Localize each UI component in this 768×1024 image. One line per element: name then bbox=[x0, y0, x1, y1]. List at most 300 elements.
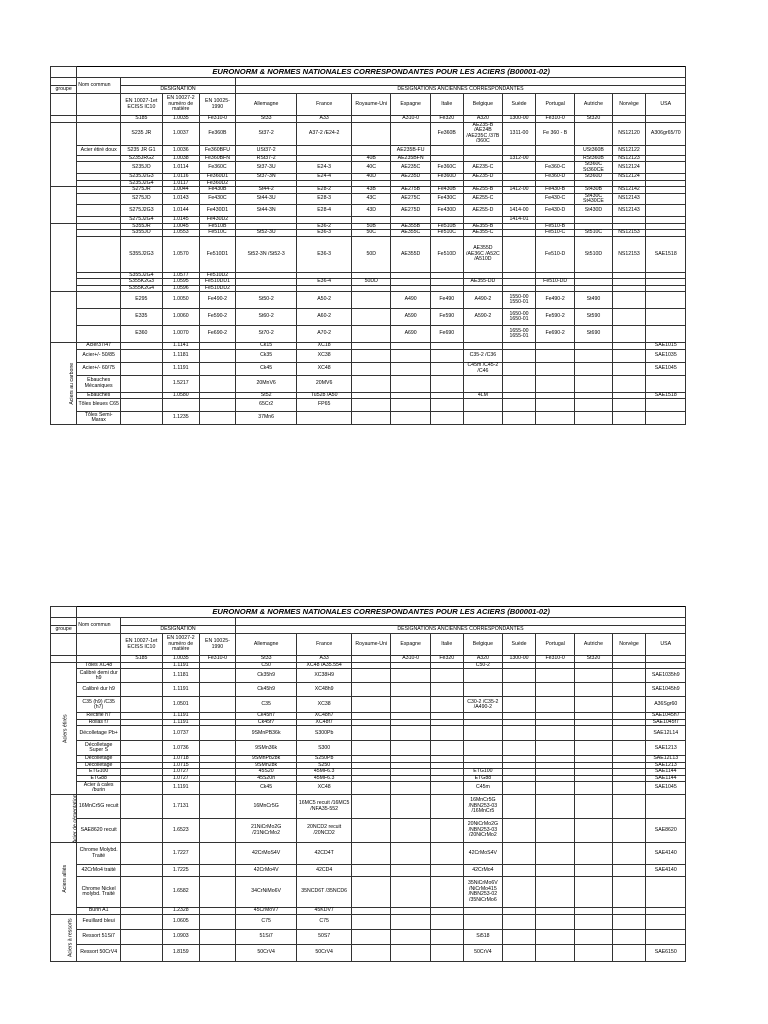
header-country: Espagne bbox=[391, 94, 430, 116]
nom-commun-cell: Tôles Semi-Marax bbox=[77, 412, 121, 425]
data-cell: A690 bbox=[391, 326, 430, 343]
data-cell bbox=[575, 865, 612, 877]
data-cell bbox=[430, 865, 463, 877]
data-cell: St37-2 bbox=[235, 123, 296, 146]
data-cell bbox=[503, 362, 536, 375]
data-cell: SAE1518 bbox=[646, 392, 686, 398]
header-nom-commun: Nom commun bbox=[77, 618, 121, 634]
data-cell: 1.0145 bbox=[162, 217, 199, 223]
data-cell bbox=[535, 412, 574, 425]
data-cell: Fe360D bbox=[430, 174, 463, 180]
data-cell: Fe430-C bbox=[535, 193, 574, 205]
data-cell: 45MF6.3 bbox=[297, 769, 352, 775]
data-cell: XC48h7 bbox=[297, 713, 352, 719]
data-cell: XC48 bbox=[297, 782, 352, 795]
data-cell bbox=[503, 193, 536, 205]
data-cell: St430C St430CE bbox=[575, 193, 612, 205]
data-cell: NS12153 bbox=[612, 236, 646, 272]
header-country: Allemagne bbox=[235, 94, 296, 116]
data-cell bbox=[612, 865, 646, 877]
data-cell: 4LM bbox=[463, 392, 502, 398]
data-cell: NS12123 bbox=[612, 155, 646, 161]
data-cell: 1.7131 bbox=[162, 795, 199, 819]
data-cell bbox=[463, 399, 502, 412]
data-cell: 40B bbox=[352, 155, 391, 161]
data-cell bbox=[535, 399, 574, 412]
data-cell: AE355-DD bbox=[463, 279, 502, 285]
data-cell: XC38 bbox=[297, 697, 352, 713]
data-cell bbox=[612, 669, 646, 683]
data-cell: SAE12L14 bbox=[646, 726, 686, 741]
data-cell: S275J2G3 bbox=[121, 205, 163, 217]
header-groupe: groupe bbox=[51, 626, 77, 634]
data-cell bbox=[121, 362, 163, 375]
nom-commun-cell: ETG88 bbox=[77, 775, 121, 781]
reference-cell: Fe310-0 bbox=[199, 116, 235, 123]
data-cell: 1.0037 bbox=[162, 123, 199, 146]
data-cell: AE355-B bbox=[463, 223, 502, 229]
data-cell bbox=[199, 697, 235, 713]
table-title: EURONORM & NORMES NATIONALES CORRESPONDANTES POUR LES ACIERS (B00001-02) bbox=[77, 67, 686, 78]
data-cell: 45CrMoV7 bbox=[235, 908, 296, 914]
data-cell: Fe510B bbox=[199, 223, 235, 229]
data-cell: SAE1045h9 bbox=[646, 683, 686, 697]
data-cell: Fe360-D bbox=[535, 174, 574, 180]
table-row bbox=[51, 145, 686, 155]
data-cell bbox=[575, 697, 612, 713]
data-cell: 1.0038 bbox=[162, 155, 199, 161]
data-cell bbox=[575, 683, 612, 697]
data-cell: Fe510D2 bbox=[199, 272, 235, 278]
data-cell bbox=[612, 326, 646, 343]
nom-commun-cell bbox=[77, 326, 121, 343]
table-row bbox=[51, 123, 686, 146]
data-cell: RSt360B bbox=[575, 155, 612, 161]
data-cell bbox=[612, 843, 646, 865]
table-row bbox=[51, 230, 686, 236]
data-cell: A36Sgr60 bbox=[646, 697, 686, 713]
data-cell: S275JO bbox=[121, 193, 163, 205]
data-cell: Fe430C bbox=[430, 193, 463, 205]
data-cell: C75 bbox=[235, 914, 296, 929]
data-cell bbox=[121, 741, 163, 756]
data-cell: Ck45h9 bbox=[235, 683, 296, 697]
data-cell bbox=[612, 795, 646, 819]
data-cell: 50S7 bbox=[297, 929, 352, 944]
data-cell: C35-2 /C36 bbox=[463, 349, 502, 362]
data-cell: Ck45 bbox=[235, 362, 296, 375]
nom-commun-cell bbox=[77, 292, 121, 309]
data-cell bbox=[503, 236, 536, 272]
data-cell bbox=[503, 843, 536, 865]
data-cell bbox=[430, 795, 463, 819]
data-cell bbox=[430, 145, 463, 155]
data-cell: SAE1144 bbox=[646, 769, 686, 775]
data-cell bbox=[646, 412, 686, 425]
reference-cell bbox=[612, 116, 646, 123]
data-cell: S235 JR bbox=[121, 123, 163, 146]
data-cell: Fe360BFN bbox=[199, 155, 235, 161]
data-cell bbox=[199, 683, 235, 697]
nom-commun-cell: Burin A1 bbox=[77, 908, 121, 914]
nom-commun-cell: Décolletage Super S bbox=[77, 741, 121, 756]
data-cell: 1.0501 bbox=[162, 697, 199, 713]
title-row bbox=[51, 67, 686, 78]
data-cell: C45m bbox=[463, 782, 502, 795]
data-cell: S275J2G4 bbox=[121, 217, 163, 223]
data-cell bbox=[121, 669, 163, 683]
data-cell bbox=[575, 877, 612, 908]
data-cell bbox=[612, 292, 646, 309]
data-cell: S235J2G3 bbox=[121, 174, 163, 180]
data-cell: 1.0715 bbox=[162, 762, 199, 768]
group-label: Aciers alliés bbox=[62, 864, 69, 893]
data-cell: 1.0605 bbox=[162, 914, 199, 929]
table-row bbox=[51, 944, 686, 961]
data-cell: 43B bbox=[352, 187, 391, 193]
data-cell: St44-3U bbox=[235, 193, 296, 205]
data-cell: ETG100 bbox=[463, 769, 502, 775]
header-row-1 bbox=[51, 78, 686, 86]
data-cell: Fe510-C bbox=[535, 230, 574, 236]
data-cell: 16MnCr5G bbox=[235, 795, 296, 819]
reference-cell: A33 bbox=[297, 116, 352, 123]
data-cell bbox=[612, 782, 646, 795]
data-cell bbox=[535, 683, 574, 697]
nom-commun-cell: Ressort 50CrV4 bbox=[77, 944, 121, 961]
data-cell bbox=[391, 929, 430, 944]
data-cell: AE355B bbox=[391, 223, 430, 229]
data-cell: 42CrMoS4V bbox=[463, 843, 502, 865]
data-cell: AE355C bbox=[391, 230, 430, 236]
data-cell bbox=[535, 669, 574, 683]
group-label: Aciers étirés bbox=[62, 714, 69, 743]
data-cell: Fe430C bbox=[199, 193, 235, 205]
data-cell bbox=[646, 193, 686, 205]
data-cell bbox=[575, 349, 612, 362]
data-cell: NS12122 bbox=[612, 145, 646, 155]
data-cell: SAE1213 bbox=[646, 741, 686, 756]
data-cell bbox=[391, 349, 430, 362]
data-cell: 1.0036 bbox=[162, 145, 199, 155]
nom-commun-cell bbox=[77, 193, 121, 205]
group-cell bbox=[51, 223, 77, 291]
data-cell bbox=[503, 375, 536, 392]
data-cell bbox=[352, 683, 391, 697]
data-cell bbox=[352, 292, 391, 309]
data-cell: 43C bbox=[352, 193, 391, 205]
data-cell bbox=[535, 782, 574, 795]
header-row-3 bbox=[51, 634, 686, 656]
data-cell: Fe490-2 bbox=[199, 292, 235, 309]
nom-commun-cell bbox=[77, 123, 121, 146]
header-country: Portugal bbox=[535, 94, 574, 116]
data-cell: 1.0060 bbox=[162, 309, 199, 326]
table-row bbox=[51, 843, 686, 865]
data-cell: 1.5217 bbox=[162, 375, 199, 392]
data-cell: AE235-C bbox=[463, 162, 502, 174]
data-cell bbox=[352, 309, 391, 326]
data-cell bbox=[503, 145, 536, 155]
data-cell bbox=[503, 819, 536, 843]
data-cell: C45m /C45-2 /C46 bbox=[463, 362, 502, 375]
data-cell bbox=[199, 669, 235, 683]
header-en10027-1: EN 10027-1et ECISS IC10 bbox=[121, 634, 163, 656]
data-cell: 1.0570 bbox=[162, 236, 199, 272]
data-cell: Fe360B bbox=[430, 123, 463, 146]
data-cell bbox=[121, 843, 163, 865]
data-cell: 20NiCrMo2G /NBN253-03 /20NiCrMo2 bbox=[463, 819, 502, 843]
data-cell: St60-2 bbox=[235, 309, 296, 326]
data-cell: 45S20n bbox=[235, 775, 296, 781]
data-cell: E36-2 bbox=[297, 223, 352, 229]
reference-cell: St320 bbox=[575, 656, 612, 663]
group-label: Aciers au carbone bbox=[69, 362, 76, 405]
nom-commun-cell: Acier37/47 bbox=[77, 343, 121, 349]
data-cell bbox=[199, 877, 235, 908]
table-row bbox=[51, 697, 686, 713]
data-cell bbox=[463, 741, 502, 756]
group-cell bbox=[51, 343, 77, 425]
data-cell bbox=[612, 412, 646, 425]
data-cell bbox=[199, 349, 235, 362]
steel-standards-table-2 bbox=[50, 606, 686, 962]
nom-commun-cell: Tôles bleues C65 bbox=[77, 399, 121, 412]
data-cell bbox=[391, 877, 430, 908]
data-cell: XC48 bbox=[297, 362, 352, 375]
data-cell bbox=[391, 375, 430, 392]
data-cell bbox=[575, 782, 612, 795]
data-cell bbox=[121, 375, 163, 392]
data-cell bbox=[430, 843, 463, 865]
data-cell: 1311-00 bbox=[503, 123, 536, 146]
data-cell bbox=[612, 683, 646, 697]
data-cell: 1650-00 1650-01 bbox=[503, 309, 536, 326]
data-cell bbox=[430, 362, 463, 375]
nom-commun-cell bbox=[77, 309, 121, 326]
data-cell: 1655-00 1655-01 bbox=[503, 326, 536, 343]
data-cell: S355JO bbox=[121, 230, 163, 236]
data-cell bbox=[463, 683, 502, 697]
data-cell: Ck45h7 bbox=[235, 713, 296, 719]
data-cell: St37-3N bbox=[235, 174, 296, 180]
data-cell: E36-3 bbox=[297, 236, 352, 272]
data-cell bbox=[199, 741, 235, 756]
data-cell: SAE4140 bbox=[646, 865, 686, 877]
data-cell bbox=[535, 865, 574, 877]
data-cell bbox=[430, 914, 463, 929]
data-cell bbox=[463, 375, 502, 392]
nom-commun-cell: 16MnCr5G recuit bbox=[77, 795, 121, 819]
data-cell bbox=[646, 309, 686, 326]
nom-commun-cell bbox=[77, 205, 121, 217]
data-cell: 1.7225 bbox=[162, 865, 199, 877]
data-cell: NS12143 bbox=[612, 193, 646, 205]
data-cell bbox=[463, 145, 502, 155]
reference-row bbox=[51, 656, 686, 663]
data-cell bbox=[352, 944, 391, 961]
data-cell: SAE6150 bbox=[646, 944, 686, 961]
data-cell: Fe360C bbox=[199, 162, 235, 174]
table-row bbox=[51, 865, 686, 877]
group-label: Aciers à ressorts bbox=[67, 918, 74, 957]
data-cell: 35NiCrMo6V /NiCrMo415 /NBN253-02 /35NiCrMo6 bbox=[463, 877, 502, 908]
data-cell: 1.0718 bbox=[162, 756, 199, 762]
table-row bbox=[51, 726, 686, 741]
header-designation: DESIGNATION bbox=[121, 86, 236, 94]
data-cell: S355J2G4 bbox=[121, 272, 163, 278]
data-cell bbox=[535, 697, 574, 713]
nom-commun-cell: Rectifié h7 bbox=[77, 713, 121, 719]
data-cell: 1.1191 bbox=[162, 663, 199, 669]
data-cell: Fe510-B bbox=[535, 223, 574, 229]
data-cell: Fe430D bbox=[430, 205, 463, 217]
header-country: Royaume-Uni bbox=[352, 94, 391, 116]
data-cell: 42CD4 bbox=[297, 865, 352, 877]
data-cell: St37-3U bbox=[235, 162, 296, 174]
data-cell bbox=[535, 362, 574, 375]
data-cell: AE255-C bbox=[463, 193, 502, 205]
data-cell bbox=[503, 697, 536, 713]
data-cell: S355JR bbox=[121, 223, 163, 229]
header-country: Belgique bbox=[463, 94, 502, 116]
data-cell: 42CrMo4V bbox=[235, 865, 296, 877]
header-country: Belgique bbox=[463, 634, 502, 656]
data-cell: S275JR bbox=[121, 187, 163, 193]
nom-commun-cell: Acier+/- 60/75 bbox=[77, 362, 121, 375]
data-cell: St52-3N /St52-3 bbox=[235, 236, 296, 272]
data-cell: SAE1518 bbox=[646, 236, 686, 272]
nom-commun-cell: 42CrMo4 traité bbox=[77, 865, 121, 877]
reference-cell: Fe310-0 bbox=[535, 116, 574, 123]
data-cell: A490-2 bbox=[463, 292, 502, 309]
data-cell: NS12142 bbox=[612, 187, 646, 193]
nom-commun-cell: Feuillard bleui bbox=[77, 914, 121, 929]
data-cell bbox=[121, 697, 163, 713]
header-country: France bbox=[297, 634, 352, 656]
data-cell: 50D bbox=[352, 236, 391, 272]
data-cell: Fe510DD2 bbox=[199, 285, 235, 291]
data-cell: Fe690 bbox=[430, 326, 463, 343]
table-row bbox=[51, 683, 686, 697]
data-cell: S250 bbox=[297, 762, 352, 768]
data-cell: 1312-00 bbox=[503, 155, 536, 161]
data-cell bbox=[352, 929, 391, 944]
data-cell bbox=[352, 782, 391, 795]
group-cell bbox=[51, 914, 77, 961]
header-designation: DESIGNATION bbox=[121, 626, 236, 634]
data-cell bbox=[575, 929, 612, 944]
data-cell bbox=[430, 349, 463, 362]
data-cell bbox=[612, 914, 646, 929]
data-cell: E28-4 bbox=[297, 205, 352, 217]
data-cell bbox=[430, 929, 463, 944]
data-cell: 9SMnPB36k bbox=[235, 726, 296, 741]
data-cell: 20NCD2 recuit /20NCD2 bbox=[297, 819, 352, 843]
data-cell bbox=[612, 741, 646, 756]
table-row bbox=[51, 309, 686, 326]
data-cell bbox=[503, 669, 536, 683]
nom-commun-cell: Acier+/- 50/85 bbox=[77, 349, 121, 362]
data-cell bbox=[391, 683, 430, 697]
data-cell bbox=[535, 145, 574, 155]
data-cell bbox=[503, 741, 536, 756]
data-cell: AE235D bbox=[391, 174, 430, 180]
data-cell: 42CrMo4 bbox=[463, 865, 502, 877]
data-cell: St360C St360CE bbox=[575, 162, 612, 174]
data-cell bbox=[352, 843, 391, 865]
header-country: Italie bbox=[430, 634, 463, 656]
header-en10027-2: EN 10027-2 numéro de matière bbox=[162, 94, 199, 116]
data-cell: 1.1191 bbox=[162, 713, 199, 719]
data-cell: Tu52b /A50 bbox=[297, 392, 352, 398]
table-row bbox=[51, 669, 686, 683]
header-row-2 bbox=[51, 86, 686, 94]
data-cell: 1.1235 bbox=[162, 412, 199, 425]
data-cell bbox=[612, 697, 646, 713]
data-cell: SAE1015 bbox=[646, 343, 686, 349]
data-cell: SAE1045h7 bbox=[646, 713, 686, 719]
data-cell bbox=[646, 162, 686, 174]
header-country: USA bbox=[646, 94, 686, 116]
nom-commun-cell: Acier à cales /burin bbox=[77, 782, 121, 795]
data-cell: AE235-B /AE24B /AE235C /37B /360C bbox=[463, 123, 502, 146]
data-cell bbox=[391, 399, 430, 412]
data-cell: 1.0070 bbox=[162, 326, 199, 343]
header-en10025: EN 10025-1990 bbox=[199, 634, 235, 656]
data-cell: E24-4 bbox=[297, 174, 352, 180]
data-cell bbox=[199, 362, 235, 375]
data-cell bbox=[121, 914, 163, 929]
data-cell bbox=[162, 399, 199, 412]
data-cell bbox=[391, 362, 430, 375]
data-cell bbox=[646, 914, 686, 929]
reference-cell bbox=[612, 656, 646, 663]
data-cell bbox=[199, 843, 235, 865]
data-cell bbox=[575, 412, 612, 425]
data-cell bbox=[646, 205, 686, 217]
data-cell bbox=[575, 843, 612, 865]
data-cell: S300Pb bbox=[297, 726, 352, 741]
data-cell: 50CrV4 bbox=[297, 944, 352, 961]
data-cell: 50DD bbox=[352, 279, 391, 285]
data-cell: St510C bbox=[575, 230, 612, 236]
data-cell: Fe430D1 bbox=[199, 205, 235, 217]
data-cell bbox=[503, 877, 536, 908]
data-cell: St690 bbox=[575, 326, 612, 343]
data-cell: XC38 bbox=[297, 349, 352, 362]
data-cell bbox=[352, 741, 391, 756]
data-cell: St360D bbox=[575, 174, 612, 180]
data-cell bbox=[646, 877, 686, 908]
data-cell: USt360B bbox=[575, 145, 612, 155]
data-cell: E36-4 bbox=[297, 279, 352, 285]
header-anciennes: DESIGNATIONS ANCIENNES CORRESPONDANTES bbox=[235, 626, 685, 634]
data-cell: 34CrNiMo6V bbox=[235, 877, 296, 908]
data-cell: AE275C bbox=[391, 193, 430, 205]
reference-cell: A310-0 bbox=[391, 116, 430, 123]
data-cell bbox=[503, 929, 536, 944]
data-cell bbox=[352, 349, 391, 362]
nom-commun-cell: Ressort 51Si7 bbox=[77, 929, 121, 944]
data-cell: AE255-D bbox=[463, 205, 502, 217]
data-cell: AE275D bbox=[391, 205, 430, 217]
data-cell bbox=[612, 349, 646, 362]
data-cell: Fe510C bbox=[199, 230, 235, 236]
data-cell: AE255-B bbox=[463, 187, 502, 193]
data-cell: 45KDV7 bbox=[297, 908, 352, 914]
data-cell bbox=[535, 726, 574, 741]
